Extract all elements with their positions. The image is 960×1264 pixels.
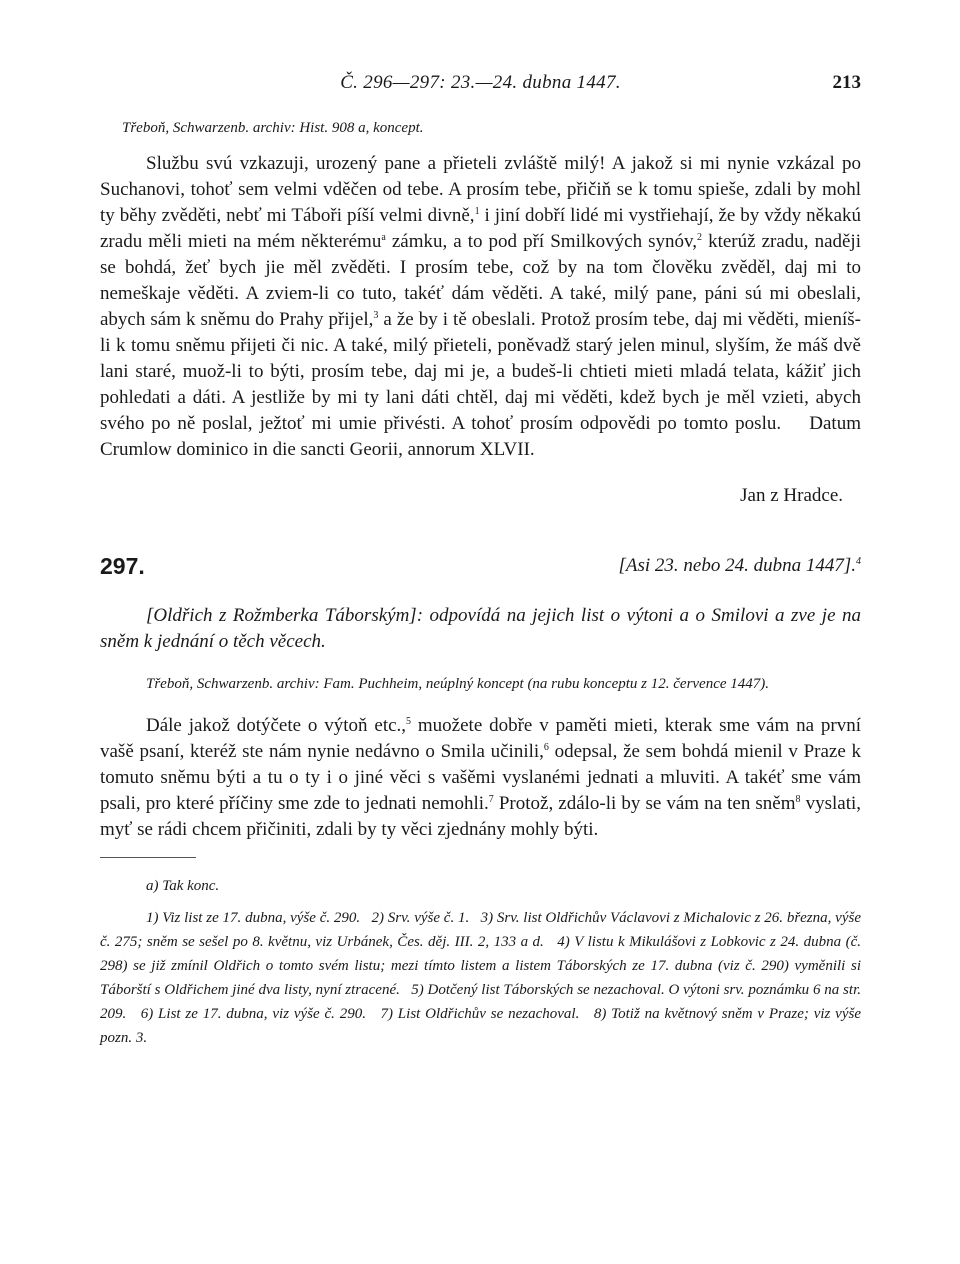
text-segment: Službu svú vzkazuji, urozený pane a přieteli zvláště milý! A jakož si mi nynie vzkázal po Suchanovi, tohoť sem velmi vděčen od tebe. A prosím tebe, přičiň se k tomu spieše, zdali by mohl ty běhy zvěděti, nebť mi Táboři píší velmi divně, (100, 153, 861, 226)
letter-text-296 (100, 151, 866, 463)
footnotes-numbered: 1) Viz list ze 17. dubna, výše č. 290. 2) Srv. výše č. 1. 3) Srv. list Oldřichův Václavovi z Michalovic z 26. března, výše č. 275; sněm se sešel po 8. květnu, viz Urbánek, Čes. děj. III. 2, 133 a d. 4) V listu k Mikulášovi z Lobkovic z 24. dubna (č. 298) se již zmínil Oldřich o tomto svém listu; mezi tímto listem a listem Táborských ze 17. dubna (viz č. 290) vyměnili si Táborští s Oldřichem jiné dva listy, nyní ztracené. 5) Dotčený list Táborských se nezachoval. O výtoni srv. poznámku 6 na str. 209. 6) List ze 17. dubna, viz výše č. 290. 7) List Oldřichův se nezachoval. 8) Totiž na květnový sněm v Praze; viz výše pozn. 3. (100, 910, 865, 1046)
running-title: Č. 296—297: 23.—24. dubna 1447. (340, 72, 621, 93)
page-number: 213 (832, 72, 861, 93)
text-segment: a že by i tě obeslali. Protož prosím tebe, daj mi věděti, mieníš-li k tomu sněmu přijeti či nic. A také, milý přieteli, poněvadž starý jelen minul, slyším, že máš dvě lani staré, muož-li to býti, prosím tebe, daj mi je, a budeš-li chtieti mieti mladá telata, kážiť jich pohledati a dáti. A jestliže by mi ty lani dáti chtěl, daj mi věděti, kdež bych je měl vzieti, abych svého po ně poslal, ježtoť mi umie přivésti. A tohoť prosím odpovědi po tomto poslu. (100, 309, 861, 434)
text-segment: muožete dobře v paměti mieti, kterak sme vám na první vašě psaní, kteréž ste nám nynie nedávno o Smila učinili, (100, 715, 861, 762)
regest-297: [Oldřich z Rožmberka Táborským]: odpovídá na jejich list o výtoni a o Smilovi a zve je na sněm k jednání o těch věcech. (100, 605, 861, 652)
footnote-divider (100, 857, 196, 858)
footnote-ref: 6 (543, 742, 549, 753)
entry-date: [Asi 23. nebo 24. dubna 1447].$^4$ (618, 555, 861, 576)
footnote-ref: 7 (488, 794, 494, 805)
footnote-ref: 3 (373, 310, 379, 321)
letter-text-297 (100, 713, 861, 843)
text-segment: odepsal, že sem bohdá mienil v Praze k tomuto sněmu býti a tu o ty i o jiné věci s vašěmi vyslanémi jednati a mluviti. A takéť sme vám psali, pro které příčiny sme zde to jednati nemohli. (100, 741, 861, 814)
entry-heading-297 (100, 553, 861, 585)
footnote-letter: a) Tak konc. (146, 878, 220, 894)
footnote-ref: 5 (406, 716, 412, 727)
document-page (100, 72, 866, 1050)
footnote-ref: 8 (795, 794, 801, 805)
text-segment: kterúž zradu, naději se bohdá, žeť bych jie měl zvěděti. I prosím tebe, což by na tom člověku zvěděl, daj mi to nemeškaje věděti. A zviem-li co tuto, takéť dám věděti. A také, milý pane, páni sú mi obeslali, abych sám k sněmu do Prahy přijel, (100, 231, 861, 330)
text-segment: vyslati, myť se rádi chcem přičiniti, zdali by ty věci zjednány mohly býti. (100, 793, 861, 840)
text-segment: zámku, a to pod pří Smilkových synóv, (385, 231, 698, 252)
source-note-297: Třeboň, Schwarzenb. archiv: Fam. Puchheim, neúplný koncept (na rubu konceptu z 12. července 1447). (146, 676, 770, 692)
text-segment: Dále jakož dotýčete o výtoň etc., (146, 715, 407, 736)
footnote-ref: a (381, 232, 386, 243)
dating-clause: Datum Crumlow dominico in die sancti Georii, annorum XLVII. (100, 413, 866, 460)
text-segment: Protož, zdálo-li by se vám na ten sněm (493, 793, 796, 814)
signature: Jan z Hradce. (740, 485, 843, 506)
footnote-ref: 2 (697, 232, 703, 243)
source-note-296: Třeboň, Schwarzenb. archiv: Hist. 908 a, koncept. (122, 120, 424, 136)
footnote-ref: 1 (474, 206, 480, 217)
footnote-ref: 4 (856, 556, 861, 567)
entry-number: 297. (100, 553, 145, 579)
running-header (100, 72, 861, 102)
text-segment: i jiní dobří lidé mi vystřiehají, že by vždy někakú zradu měli mieti na mém některému (100, 205, 861, 252)
